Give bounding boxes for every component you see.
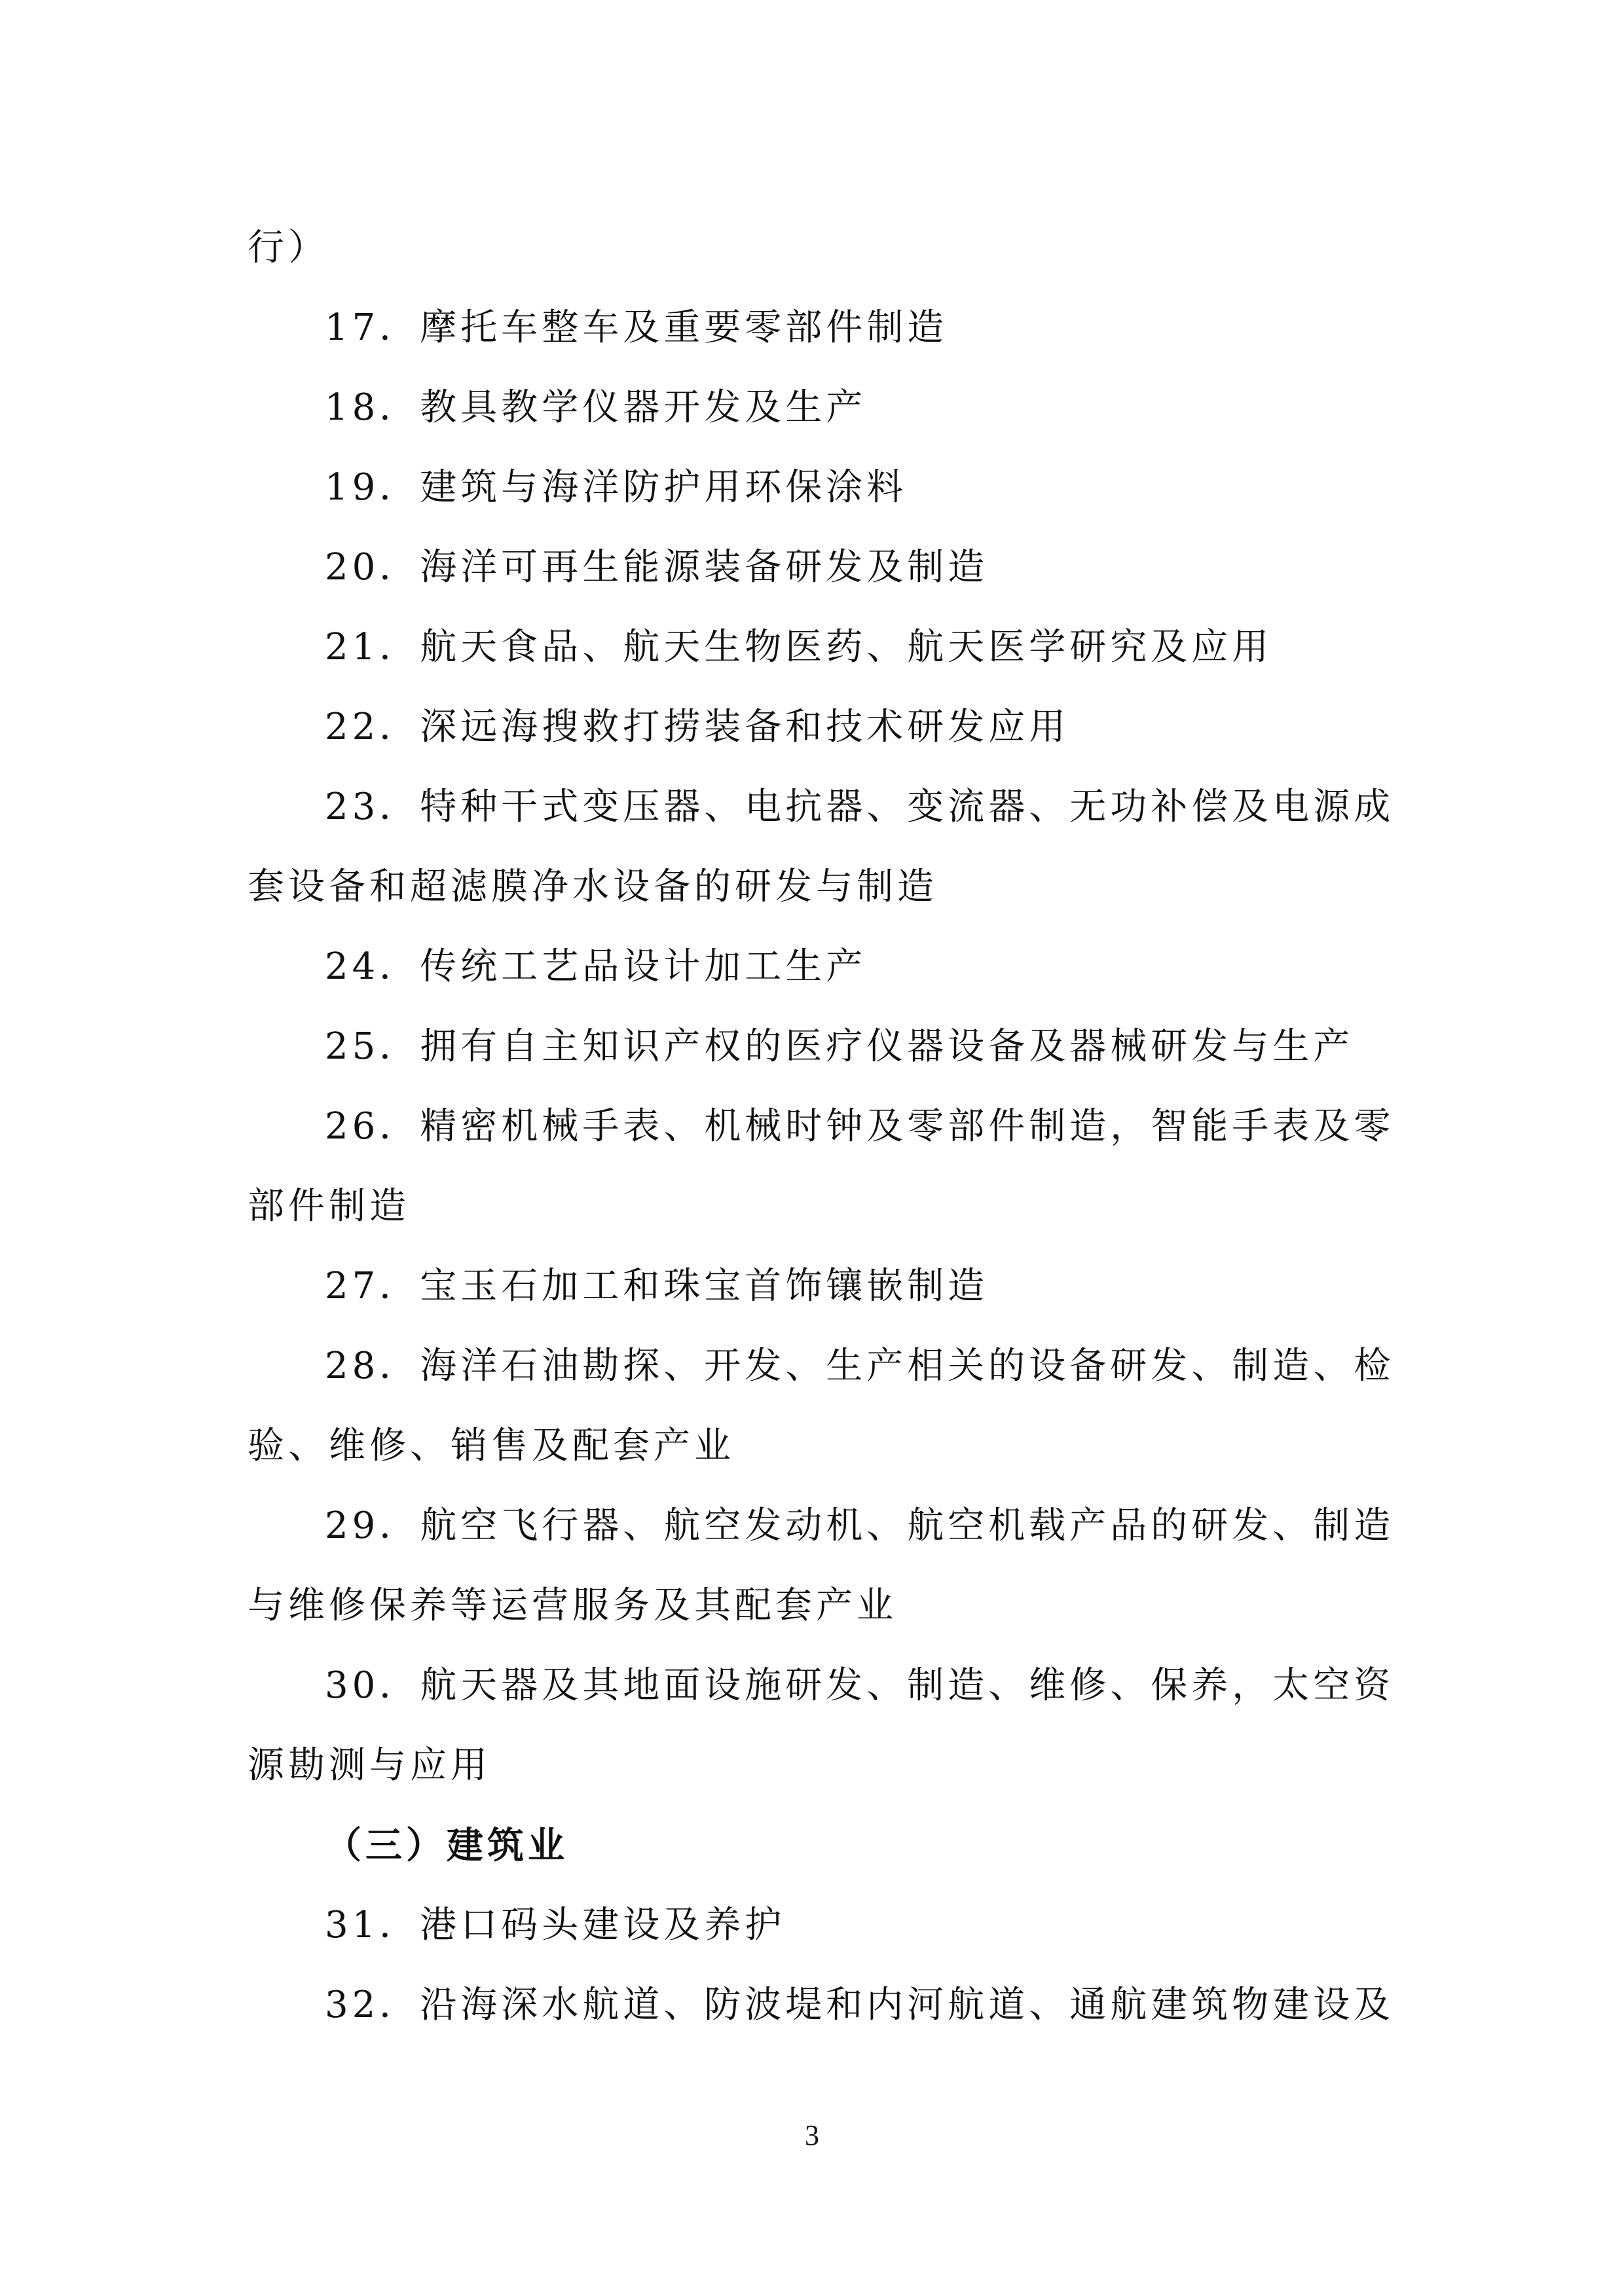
list-item-30-continued: 源勘测与应用	[248, 1744, 491, 1787]
list-item-28-continued: 验、维修、销售及配套产业	[248, 1425, 735, 1467]
list-item-29: 29．航空飞行器、航空发动机、航空机载产品的研发、制造	[325, 1504, 1395, 1547]
list-item-27: 27．宝玉石加工和珠宝首饰镶嵌制造	[325, 1265, 989, 1307]
list-item-28: 28．海洋石油勘探、开发、生产相关的设备研发、制造、检	[325, 1345, 1395, 1387]
list-item-19: 19．建筑与海洋防护用环保涂料	[325, 466, 908, 509]
text-line-continuation: 行）	[248, 227, 329, 269]
list-item-22: 22．深远海搜救打捞装备和技术研发应用	[325, 706, 1070, 748]
list-item-17: 17．摩托车整车及重要零部件制造	[325, 306, 948, 349]
list-item-25: 25．拥有自主知识产权的医疗仪器设备及器械研发与生产	[325, 1025, 1354, 1068]
section-heading-construction: （三）建筑业	[325, 1824, 568, 1867]
list-item-23: 23．特种干式变压器、电抗器、变流器、无功补偿及电源成	[325, 786, 1395, 828]
list-item-31: 31．港口码头建设及养护	[325, 1904, 786, 1946]
list-item-26-continued: 部件制造	[248, 1185, 410, 1228]
list-item-18: 18．教具教学仪器开发及生产	[325, 386, 867, 429]
list-item-23-continued: 套设备和超滤膜净水设备的研发与制造	[248, 866, 938, 908]
list-item-29-continued: 与维修保养等运营服务及其配套产业	[248, 1584, 897, 1627]
list-item-21: 21．航天食品、航天生物医药、航天医学研究及应用	[325, 626, 1273, 668]
list-item-20: 20．海洋可再生能源装备研发及制造	[325, 546, 989, 589]
list-item-24: 24．传统工艺品设计加工生产	[325, 945, 867, 988]
list-item-32: 32．沿海深水航道、防波堤和内河航道、通航建筑物建设及	[325, 1984, 1395, 2026]
list-item-30: 30．航天器及其地面设施研发、制造、维修、保养，太空资	[325, 1664, 1395, 1707]
document-body	[248, 208, 1395, 2045]
list-item-26: 26．精密机械手表、机械时钟及零部件制造，智能手表及零	[325, 1105, 1395, 1148]
page-number: 3	[805, 2119, 819, 2151]
